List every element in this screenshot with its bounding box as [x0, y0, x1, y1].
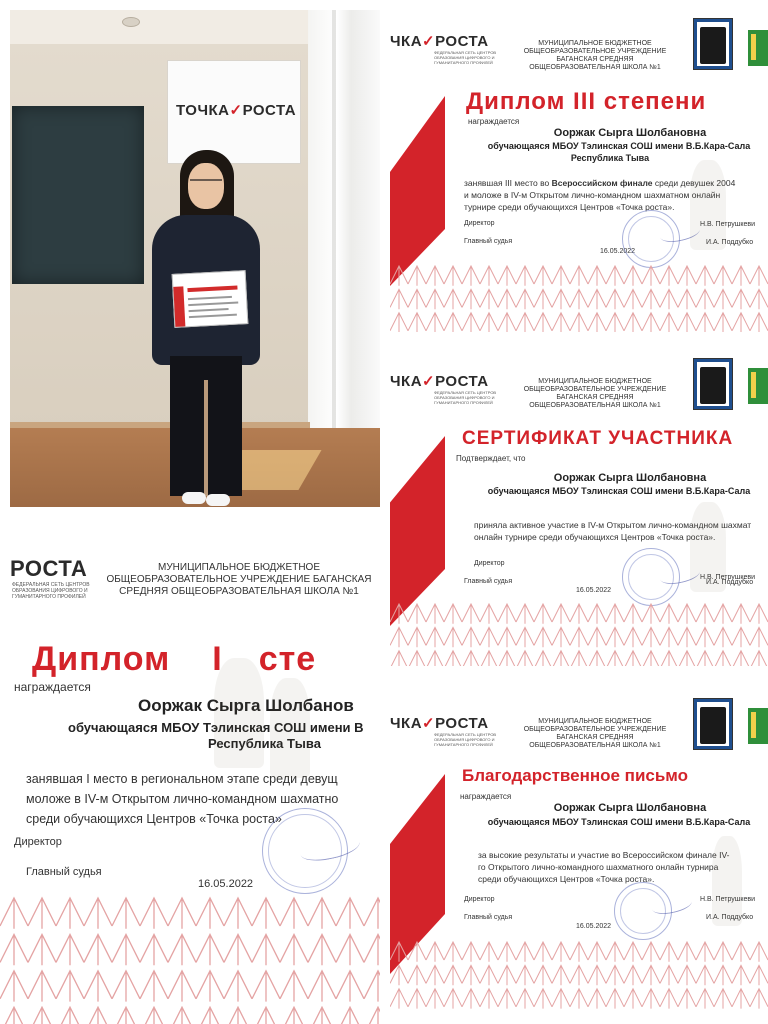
pattern-chevron	[140, 934, 168, 965]
pattern-chevron	[498, 266, 516, 286]
diploma-title: Диплом III степени	[466, 88, 707, 115]
pattern-chevron	[696, 627, 714, 647]
pattern-chevron	[408, 651, 426, 666]
pattern-chevron	[462, 266, 480, 286]
pattern-chevron	[714, 965, 732, 985]
pattern-chevron	[308, 934, 336, 965]
pattern-chevron	[56, 934, 84, 965]
pattern-chevron	[624, 651, 642, 666]
pattern-chevron	[732, 627, 750, 647]
pattern-chevron	[308, 898, 336, 929]
pattern-chevron	[390, 627, 408, 647]
blackboard	[12, 106, 144, 284]
pattern-chevron	[280, 1007, 308, 1024]
pattern-chevron	[534, 651, 552, 666]
pattern-chevron	[660, 989, 678, 1009]
pattern-chevron	[28, 971, 56, 1002]
pattern-chevron	[0, 934, 28, 965]
pattern-chevron	[696, 604, 714, 624]
pattern-chevron	[390, 313, 408, 332]
pattern-chevron	[678, 627, 696, 647]
pattern-chevron	[498, 942, 516, 962]
pattern-chevron	[408, 266, 426, 286]
pattern-chevron	[444, 266, 462, 286]
tochka-rosta-wall-sign	[167, 60, 301, 164]
decorative-pattern	[390, 938, 768, 1012]
pattern-chevron	[390, 604, 408, 624]
pattern-chevron	[364, 1007, 380, 1024]
pattern-chevron	[660, 965, 678, 985]
pattern-chevron	[732, 313, 750, 332]
pattern-chevron	[84, 1007, 112, 1024]
pattern-chevron	[552, 289, 570, 309]
pattern-chevron	[516, 989, 534, 1009]
pattern-chevron	[570, 989, 588, 1009]
ceiling-lamp	[122, 17, 140, 27]
pattern-chevron	[516, 942, 534, 962]
pattern-chevron	[480, 989, 498, 1009]
pattern-chevron	[390, 942, 408, 962]
pattern-chevron	[642, 266, 660, 286]
pattern-chevron	[462, 313, 480, 332]
pattern-chevron	[570, 942, 588, 962]
pattern-chevron	[732, 266, 750, 286]
pattern-chevron	[678, 989, 696, 1009]
pattern-chevron	[498, 289, 516, 309]
pattern-chevron	[732, 942, 750, 962]
pattern-chevron	[444, 313, 462, 332]
pattern-chevron	[408, 289, 426, 309]
pattern-chevron	[732, 651, 750, 666]
pattern-chevron	[516, 604, 534, 624]
pattern-chevron	[516, 651, 534, 666]
pattern-chevron	[516, 266, 534, 286]
pattern-chevron	[534, 289, 552, 309]
pattern-chevron	[426, 627, 444, 647]
pattern-chevron	[660, 651, 678, 666]
pattern-chevron	[84, 934, 112, 965]
pattern-chevron	[606, 942, 624, 962]
pattern-chevron	[606, 266, 624, 286]
pattern-chevron	[252, 1007, 280, 1024]
pattern-chevron	[516, 289, 534, 309]
coat-of-arms-icon	[693, 698, 733, 750]
pattern-chevron	[112, 898, 140, 929]
certificate-title: СЕРТИФИКАТ УЧАСТНИКА	[462, 428, 734, 449]
pattern-chevron	[480, 289, 498, 309]
pattern-chevron	[588, 266, 606, 286]
pattern-chevron	[570, 627, 588, 647]
pattern-chevron	[606, 651, 624, 666]
pattern-chevron	[678, 313, 696, 332]
pattern-chevron	[642, 289, 660, 309]
pattern-chevron	[336, 1007, 364, 1024]
pattern-chevron	[462, 627, 480, 647]
pattern-chevron	[140, 1007, 168, 1024]
pattern-chevron	[28, 1007, 56, 1024]
pattern-chevron	[624, 313, 642, 332]
pattern-chevron	[480, 604, 498, 624]
diploma-1st-degree: РОСТА ФЕДЕРАЛЬНАЯ СЕТЬ ЦЕНТРОВ ОБРАЗОВАНИЯ ЦИФРОВОГО И ГУМАНИТАРНОГО ПРОФИЛЕЙ МУНИЦИПАЛЬНОЕ БЮДЖЕТНОЕ ОБЩЕОБРАЗОВАТЕЛЬНОЕ УЧРЕЖДЕНИЕ БАГАНСКАЯ СРЕДНЯЯ ОБЩЕОБРАЗОВАТЕЛЬНАЯ ШКОЛА №1 Диплом I сте награждается Ооржак Сырга Шолбанов обучающаяся МБОУ Тэлинская СОШ имени В Республика Тыва занявшая I место в региональном этапе среди девущ моложе в IV-м Открытом лично-командном шахматно среди обучающихся Центров «Точка роста» Директор Главный судья 16.05.2022	[0, 518, 380, 1024]
pattern-chevron	[624, 266, 642, 286]
brand-logo: ЧКА✓РОСТА	[390, 373, 489, 390]
pattern-chevron	[516, 313, 534, 332]
pattern-chevron	[408, 627, 426, 647]
pattern-chevron	[552, 313, 570, 332]
pattern-chevron	[624, 604, 642, 624]
pattern-chevron	[364, 971, 380, 1002]
decorative-pattern	[390, 600, 768, 666]
pattern-chevron	[224, 898, 252, 929]
pattern-chevron	[696, 289, 714, 309]
flag-icon	[748, 368, 768, 404]
pattern-chevron	[112, 971, 140, 1002]
pattern-chevron	[732, 965, 750, 985]
pattern-chevron	[462, 651, 480, 666]
pattern-chevron	[570, 313, 588, 332]
pattern-chevron	[750, 942, 768, 962]
pattern-chevron	[552, 604, 570, 624]
pattern-chevron	[444, 604, 462, 624]
pattern-chevron	[696, 651, 714, 666]
pattern-chevron	[280, 898, 308, 929]
pattern-chevron	[498, 965, 516, 985]
pattern-chevron	[642, 942, 660, 962]
pattern-chevron	[750, 965, 768, 985]
school-name: МУНИЦИПАЛЬНОЕ БЮДЖЕТНОЕ ОБЩЕОБРАЗОВАТЕЛЬНОЕ УЧРЕЖДЕНИЕ БАГАНСКАЯ СРЕДНЯЯ ОБЩЕОБРАЗОВАТЕЛЬНАЯ ШКОЛА №1	[106, 562, 372, 597]
pattern-chevron	[714, 989, 732, 1009]
pattern-chevron	[534, 604, 552, 624]
pattern-chevron	[732, 989, 750, 1009]
pattern-chevron	[642, 989, 660, 1009]
pattern-chevron	[714, 604, 732, 624]
pattern-chevron	[642, 651, 660, 666]
pattern-chevron	[624, 942, 642, 962]
pattern-chevron	[624, 289, 642, 309]
flag-icon	[748, 30, 768, 66]
thank-you-letter: ЧКА✓РОСТА ФЕДЕРАЛЬНАЯ СЕТЬ ЦЕНТРОВ ОБРАЗОВАНИЯ ЦИФРОВОГО И ГУМАНИТАРНОГО ПРОФИЛЕЙ МУНИЦИПАЛЬНОЕ БЮДЖЕТНОЕ ОБЩЕОБРАЗОВАТЕЛЬНОЕ УЧРЕЖДЕНИЕ БАГАНСКАЯ СРЕДНЯЯ ОБЩЕОБРАЗОВАТЕЛЬНАЯ ШКОЛА №1 Благодарственное письмо награждается Ооржак Сырга Шолбановна обучающаяся МБОУ Тэлинская СОШ имени В.Б.Кара-Сала за высокие результаты и участие во Всероссийском финале IV- го Открытого лично-командного шахматного онлайн турнира среди обучающихся Центров «Точка роста». Директор Н.В. Петрушкеви Главный судья И.А. Поддубко 16.05.2022	[390, 686, 768, 1012]
pattern-chevron	[552, 627, 570, 647]
school-name: МУНИЦИПАЛЬНОЕ БЮДЖЕТНОЕ ОБЩЕОБРАЗОВАТЕЛЬНОЕ УЧРЕЖДЕНИЕ БАГАНСКАЯ СРЕДНЯЯ ОБЩЕОБРАЗОВАТЕЛЬНАЯ ШКОЛА №1	[523, 718, 667, 749]
pattern-chevron	[336, 898, 364, 929]
pattern-chevron	[732, 289, 750, 309]
pattern-chevron	[588, 627, 606, 647]
pattern-chevron	[750, 289, 768, 309]
sign-brand: ТОЧКА✓РОСТА	[176, 102, 297, 119]
pattern-chevron	[678, 289, 696, 309]
pattern-chevron	[480, 266, 498, 286]
pattern-chevron	[606, 989, 624, 1009]
pattern-chevron	[480, 965, 498, 985]
pattern-chevron	[480, 942, 498, 962]
pattern-chevron	[498, 627, 516, 647]
pattern-chevron	[552, 266, 570, 286]
pattern-chevron	[750, 266, 768, 286]
pattern-chevron	[552, 965, 570, 985]
pattern-chevron	[364, 934, 380, 965]
pattern-chevron	[624, 627, 642, 647]
pattern-chevron	[408, 313, 426, 332]
pattern-chevron	[408, 989, 426, 1009]
pattern-chevron	[660, 627, 678, 647]
pattern-chevron	[308, 971, 336, 1002]
pattern-chevron	[534, 627, 552, 647]
pattern-chevron	[516, 965, 534, 985]
pattern-chevron	[678, 266, 696, 286]
pattern-chevron	[168, 1007, 196, 1024]
pattern-chevron	[224, 934, 252, 965]
recipient-name: Ооржак Сырга Шолбановна	[553, 802, 707, 814]
pattern-chevron	[252, 898, 280, 929]
pattern-chevron	[462, 989, 480, 1009]
decorative-pattern	[390, 262, 768, 332]
pattern-chevron	[168, 971, 196, 1002]
pattern-chevron	[498, 313, 516, 332]
pattern-chevron	[0, 1007, 28, 1024]
school-name: МУНИЦИПАЛЬНОЕ БЮДЖЕТНОЕ ОБЩЕОБРАЗОВАТЕЛЬНОЕ УЧРЕЖДЕНИЕ БАГАНСКАЯ СРЕДНЯЯ ОБЩЕОБРАЗОВАТЕЛЬНАЯ ШКОЛА №1	[523, 378, 667, 409]
pattern-chevron	[426, 942, 444, 962]
pattern-chevron	[588, 942, 606, 962]
pattern-chevron	[588, 989, 606, 1009]
pattern-chevron	[516, 627, 534, 647]
pattern-chevron	[714, 942, 732, 962]
pattern-chevron	[462, 604, 480, 624]
pattern-chevron	[364, 898, 380, 929]
pattern-chevron	[140, 971, 168, 1002]
pattern-chevron	[606, 289, 624, 309]
pattern-chevron	[570, 266, 588, 286]
pattern-chevron	[426, 604, 444, 624]
pattern-chevron	[642, 604, 660, 624]
letter-title: Благодарственное письмо	[462, 766, 689, 785]
pattern-chevron	[112, 1007, 140, 1024]
pattern-chevron	[624, 965, 642, 985]
photo-panel	[10, 10, 380, 507]
pattern-chevron	[84, 898, 112, 929]
pattern-chevron	[28, 898, 56, 929]
pattern-chevron	[480, 627, 498, 647]
pattern-chevron	[390, 289, 408, 309]
pattern-chevron	[252, 971, 280, 1002]
pattern-chevron	[140, 898, 168, 929]
pattern-chevron	[462, 289, 480, 309]
diploma-title: Диплом I сте	[32, 640, 317, 678]
pattern-chevron	[252, 934, 280, 965]
participant-certificate: ЧКА✓РОСТА ФЕДЕРАЛЬНАЯ СЕТЬ ЦЕНТРОВ ОБРАЗОВАНИЯ ЦИФРОВОГО И ГУМАНИТАРНОГО ПРОФИЛЕЙ МУНИЦИПАЛЬНОЕ БЮДЖЕТНОЕ ОБЩЕОБРАЗОВАТЕЛЬНОЕ УЧРЕЖДЕНИЕ БАГАНСКАЯ СРЕДНЯЯ ОБЩЕОБРАЗОВАТЕЛЬНАЯ ШКОЛА №1 СЕРТИФИКАТ УЧАСТНИКА Подтверждает, что Ооржак Сырга Шолбановна обучающаяся МБОУ Тэлинская СОШ имени В.Б.Кара-Сала приняла активное участие в IV-м Открытом лично-командном шахмат онлайн турнире среди обучающихся Центров «Точка роста». Директор Н.В. Петрушкеви Главный судья И.А. Поддубко 16.05.2022	[390, 342, 768, 666]
recipient-name: Ооржак Сырга Шолбанов	[138, 696, 354, 715]
pattern-chevron	[224, 1007, 252, 1024]
pattern-chevron	[606, 627, 624, 647]
pattern-chevron	[714, 313, 732, 332]
pattern-chevron	[444, 651, 462, 666]
pattern-chevron	[750, 627, 768, 647]
pattern-chevron	[0, 898, 28, 929]
pattern-chevron	[660, 266, 678, 286]
pattern-chevron	[390, 965, 408, 985]
pattern-chevron	[606, 313, 624, 332]
pattern-chevron	[426, 989, 444, 1009]
pattern-chevron	[642, 627, 660, 647]
pattern-chevron	[696, 942, 714, 962]
pattern-chevron	[196, 971, 224, 1002]
pattern-chevron	[444, 289, 462, 309]
pattern-chevron	[570, 289, 588, 309]
pattern-chevron	[444, 627, 462, 647]
pattern-chevron	[168, 898, 196, 929]
pattern-chevron	[570, 651, 588, 666]
pattern-chevron	[642, 313, 660, 332]
pattern-chevron	[570, 604, 588, 624]
pattern-chevron	[498, 604, 516, 624]
pattern-chevron	[534, 266, 552, 286]
pattern-chevron	[56, 898, 84, 929]
pattern-chevron	[534, 313, 552, 332]
recipient-name: Ооржак Сырга Шолбановна	[553, 472, 707, 484]
pattern-chevron	[112, 934, 140, 965]
pattern-chevron	[696, 989, 714, 1009]
pattern-chevron	[552, 989, 570, 1009]
pattern-chevron	[534, 965, 552, 985]
held-diploma	[172, 270, 249, 328]
pattern-chevron	[552, 651, 570, 666]
pattern-chevron	[498, 651, 516, 666]
pattern-chevron	[56, 971, 84, 1002]
pattern-chevron	[336, 934, 364, 965]
pattern-chevron	[678, 651, 696, 666]
pattern-chevron	[606, 604, 624, 624]
pattern-chevron	[678, 604, 696, 624]
pattern-chevron	[426, 313, 444, 332]
diploma-3rd-degree: ЧКА✓РОСТА ФЕДЕРАЛЬНАЯ СЕТЬ ЦЕНТРОВ ОБРАЗОВАНИЯ ЦИФРОВОГО И ГУМАНИТАРНОГО ПРОФИЛЕЙ МУНИЦИПАЛЬНОЕ БЮДЖЕТНОЕ ОБЩЕОБРАЗОВАТЕЛЬНОЕ УЧРЕЖДЕНИЕ БАГАНСКАЯ СРЕДНЯЯ ОБЩЕОБРАЗОВАТЕЛЬНАЯ ШКОЛА №1 Диплом III степени награждается Ооржак Сырга Шолбановна обучающаяся МБОУ Тэлинская СОШ имени В.Б.Кара-Сала Республика Тыва занявшая III место во Всероссийском финале среди девушек 2004 и моложе в IV-м Открытом лично-командном шахматном онлайн турнире среди обучающихся Центров «Точка роста». Директор Н.В. Петрушкеви Главный судья И.А. Поддубко 16.05.2022	[390, 10, 768, 332]
school-name: МУНИЦИПАЛЬНОЕ БЮДЖЕТНОЕ ОБЩЕОБРАЗОВАТЕЛЬНОЕ УЧРЕЖДЕНИЕ БАГАНСКАЯ СРЕДНЯЯ ОБЩЕОБРАЗОВАТЕЛЬНАЯ ШКОЛА №1	[523, 40, 667, 71]
pattern-chevron	[750, 604, 768, 624]
pattern-chevron	[696, 313, 714, 332]
pattern-chevron	[408, 604, 426, 624]
pattern-chevron	[534, 942, 552, 962]
pattern-chevron	[390, 266, 408, 286]
pattern-chevron	[750, 313, 768, 332]
pattern-chevron	[462, 942, 480, 962]
pattern-chevron	[750, 989, 768, 1009]
pattern-chevron	[552, 942, 570, 962]
coat-of-arms-icon	[693, 358, 733, 410]
pattern-chevron	[390, 989, 408, 1009]
pattern-chevron	[714, 627, 732, 647]
pattern-chevron	[426, 289, 444, 309]
pattern-chevron	[588, 604, 606, 624]
pattern-chevron	[606, 965, 624, 985]
pattern-chevron	[534, 989, 552, 1009]
pattern-chevron	[732, 604, 750, 624]
recipient-name: Ооржак Сырга Шолбановна	[553, 127, 707, 139]
pattern-chevron	[168, 934, 196, 965]
pattern-chevron	[588, 313, 606, 332]
pattern-chevron	[660, 289, 678, 309]
pattern-chevron	[408, 965, 426, 985]
pattern-chevron	[714, 266, 732, 286]
pattern-chevron	[408, 942, 426, 962]
pattern-chevron	[570, 965, 588, 985]
brand-logo: РОСТА	[10, 556, 88, 581]
brand-logo: ЧКА✓РОСТА	[390, 33, 489, 50]
decorative-pattern	[0, 894, 380, 1024]
pattern-chevron	[444, 989, 462, 1009]
pattern-chevron	[444, 965, 462, 985]
pattern-chevron	[660, 604, 678, 624]
pattern-chevron	[84, 971, 112, 1002]
brand-logo: ЧКА✓РОСТА	[390, 715, 489, 732]
pattern-chevron	[642, 965, 660, 985]
pattern-chevron	[280, 971, 308, 1002]
pattern-chevron	[678, 965, 696, 985]
pattern-chevron	[426, 965, 444, 985]
pattern-chevron	[750, 651, 768, 666]
pattern-chevron	[280, 934, 308, 965]
pattern-chevron	[196, 898, 224, 929]
pattern-chevron	[444, 942, 462, 962]
pattern-chevron	[462, 965, 480, 985]
pattern-chevron	[480, 651, 498, 666]
flag-icon	[748, 708, 768, 744]
pattern-chevron	[588, 289, 606, 309]
pattern-chevron	[714, 289, 732, 309]
pattern-chevron	[714, 651, 732, 666]
pattern-chevron	[660, 942, 678, 962]
pattern-chevron	[224, 971, 252, 1002]
pattern-chevron	[426, 651, 444, 666]
pattern-chevron	[336, 971, 364, 1002]
pattern-chevron	[480, 313, 498, 332]
pattern-chevron	[624, 989, 642, 1009]
coat-of-arms-icon	[693, 18, 733, 70]
pattern-chevron	[28, 934, 56, 965]
pattern-chevron	[660, 313, 678, 332]
pattern-chevron	[196, 934, 224, 965]
pattern-chevron	[308, 1007, 336, 1024]
pattern-chevron	[588, 651, 606, 666]
pattern-chevron	[390, 651, 408, 666]
pattern-chevron	[196, 1007, 224, 1024]
pattern-chevron	[588, 965, 606, 985]
pattern-chevron	[0, 971, 28, 1002]
pattern-chevron	[696, 266, 714, 286]
pattern-chevron	[426, 266, 444, 286]
pattern-chevron	[56, 1007, 84, 1024]
pattern-chevron	[678, 942, 696, 962]
pattern-chevron	[696, 965, 714, 985]
pattern-chevron	[498, 989, 516, 1009]
